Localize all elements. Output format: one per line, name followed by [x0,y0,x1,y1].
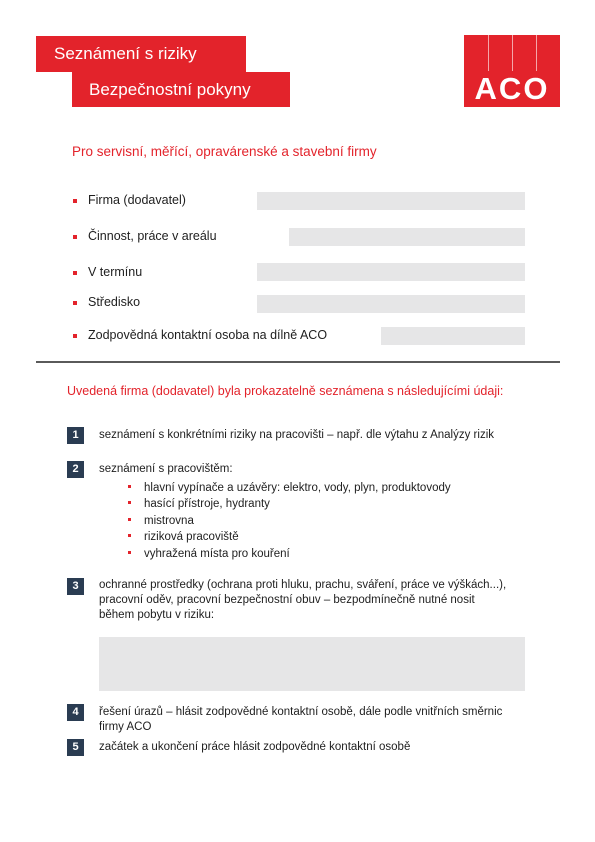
item-number: 2 [67,461,84,478]
field-stredisko[interactable] [257,295,525,313]
item-number: 1 [67,427,84,444]
sub-item: mistrovna [144,515,194,527]
document-subtitle: Bezpečnostní pokyny [72,72,290,107]
field-firma[interactable] [257,192,525,210]
item-text: seznámení s konkrétními riziky na pracovišti – např. dle výtahu z Analýzy rizik [99,429,494,441]
bullet-icon [73,301,77,305]
logo-text: ACO [474,71,550,106]
bullet-icon [128,501,131,504]
field-label-cinnost: Činnost, práce v areálu [88,229,217,243]
field-cinnost[interactable] [289,228,525,246]
item-number: 3 [67,578,84,595]
item-text-line: ochranné prostředky (ochrana proti hluku, prachu, sváření, práce ve výškách...), [99,579,507,591]
bullet-icon [73,235,77,239]
item-number: 5 [67,739,84,756]
bullet-icon [128,551,131,554]
item-text-line: firmy ACO [99,721,152,733]
bullet-icon [128,518,131,521]
item-number: 4 [67,704,84,721]
field-label-kontakt: Zodpovědná kontaktní osoba na dílně ACO [88,328,328,342]
item-text-line: během pobytu v riziku: [99,609,215,621]
document-title: Seznámení s riziky [36,36,246,72]
intro-text: Pro servisní, měřící, opravárenské a stavební firmy [72,144,377,159]
bullet-icon [128,534,131,537]
item-text: začátek a ukončení práce hlásit zodpovědné kontaktní osobě [99,741,411,753]
bullet-icon [73,199,77,203]
sub-item: riziková pracoviště [144,531,239,543]
bullet-icon [73,334,77,338]
field-label-firma: Firma (dodavatel) [88,193,186,207]
aco-logo [464,35,560,107]
field-label-termin: V termínu [88,265,143,279]
divider [36,361,560,363]
item-text: seznámení s pracovištěm: [99,463,233,475]
item-text-line: pracovní oděv, pracovní bezpečnostní obuv – bezpodmínečně nutné nosit [99,594,475,606]
sub-item: hasící přístroje, hydranty [144,498,270,510]
section-heading: Uvedená firma (dodavatel) byla prokazatelně seznámena s následujícími údaji: [67,384,504,398]
sub-item: hlavní vypínače a uzávěry: elektro, vody, plyn, produktovody [144,482,451,494]
bullet-icon [128,485,131,488]
sub-item: vyhražená místa pro kouření [144,548,290,560]
field-kontakt[interactable] [381,327,525,345]
protective-equipment-field[interactable] [99,637,525,691]
field-termin[interactable] [257,263,525,281]
item-text-line: řešení úrazů – hlásit zodpovědné kontaktní osobě, dále podle vnitřních směrnic [99,706,503,718]
bullet-icon [73,271,77,275]
field-label-stredisko: Středisko [88,295,141,309]
